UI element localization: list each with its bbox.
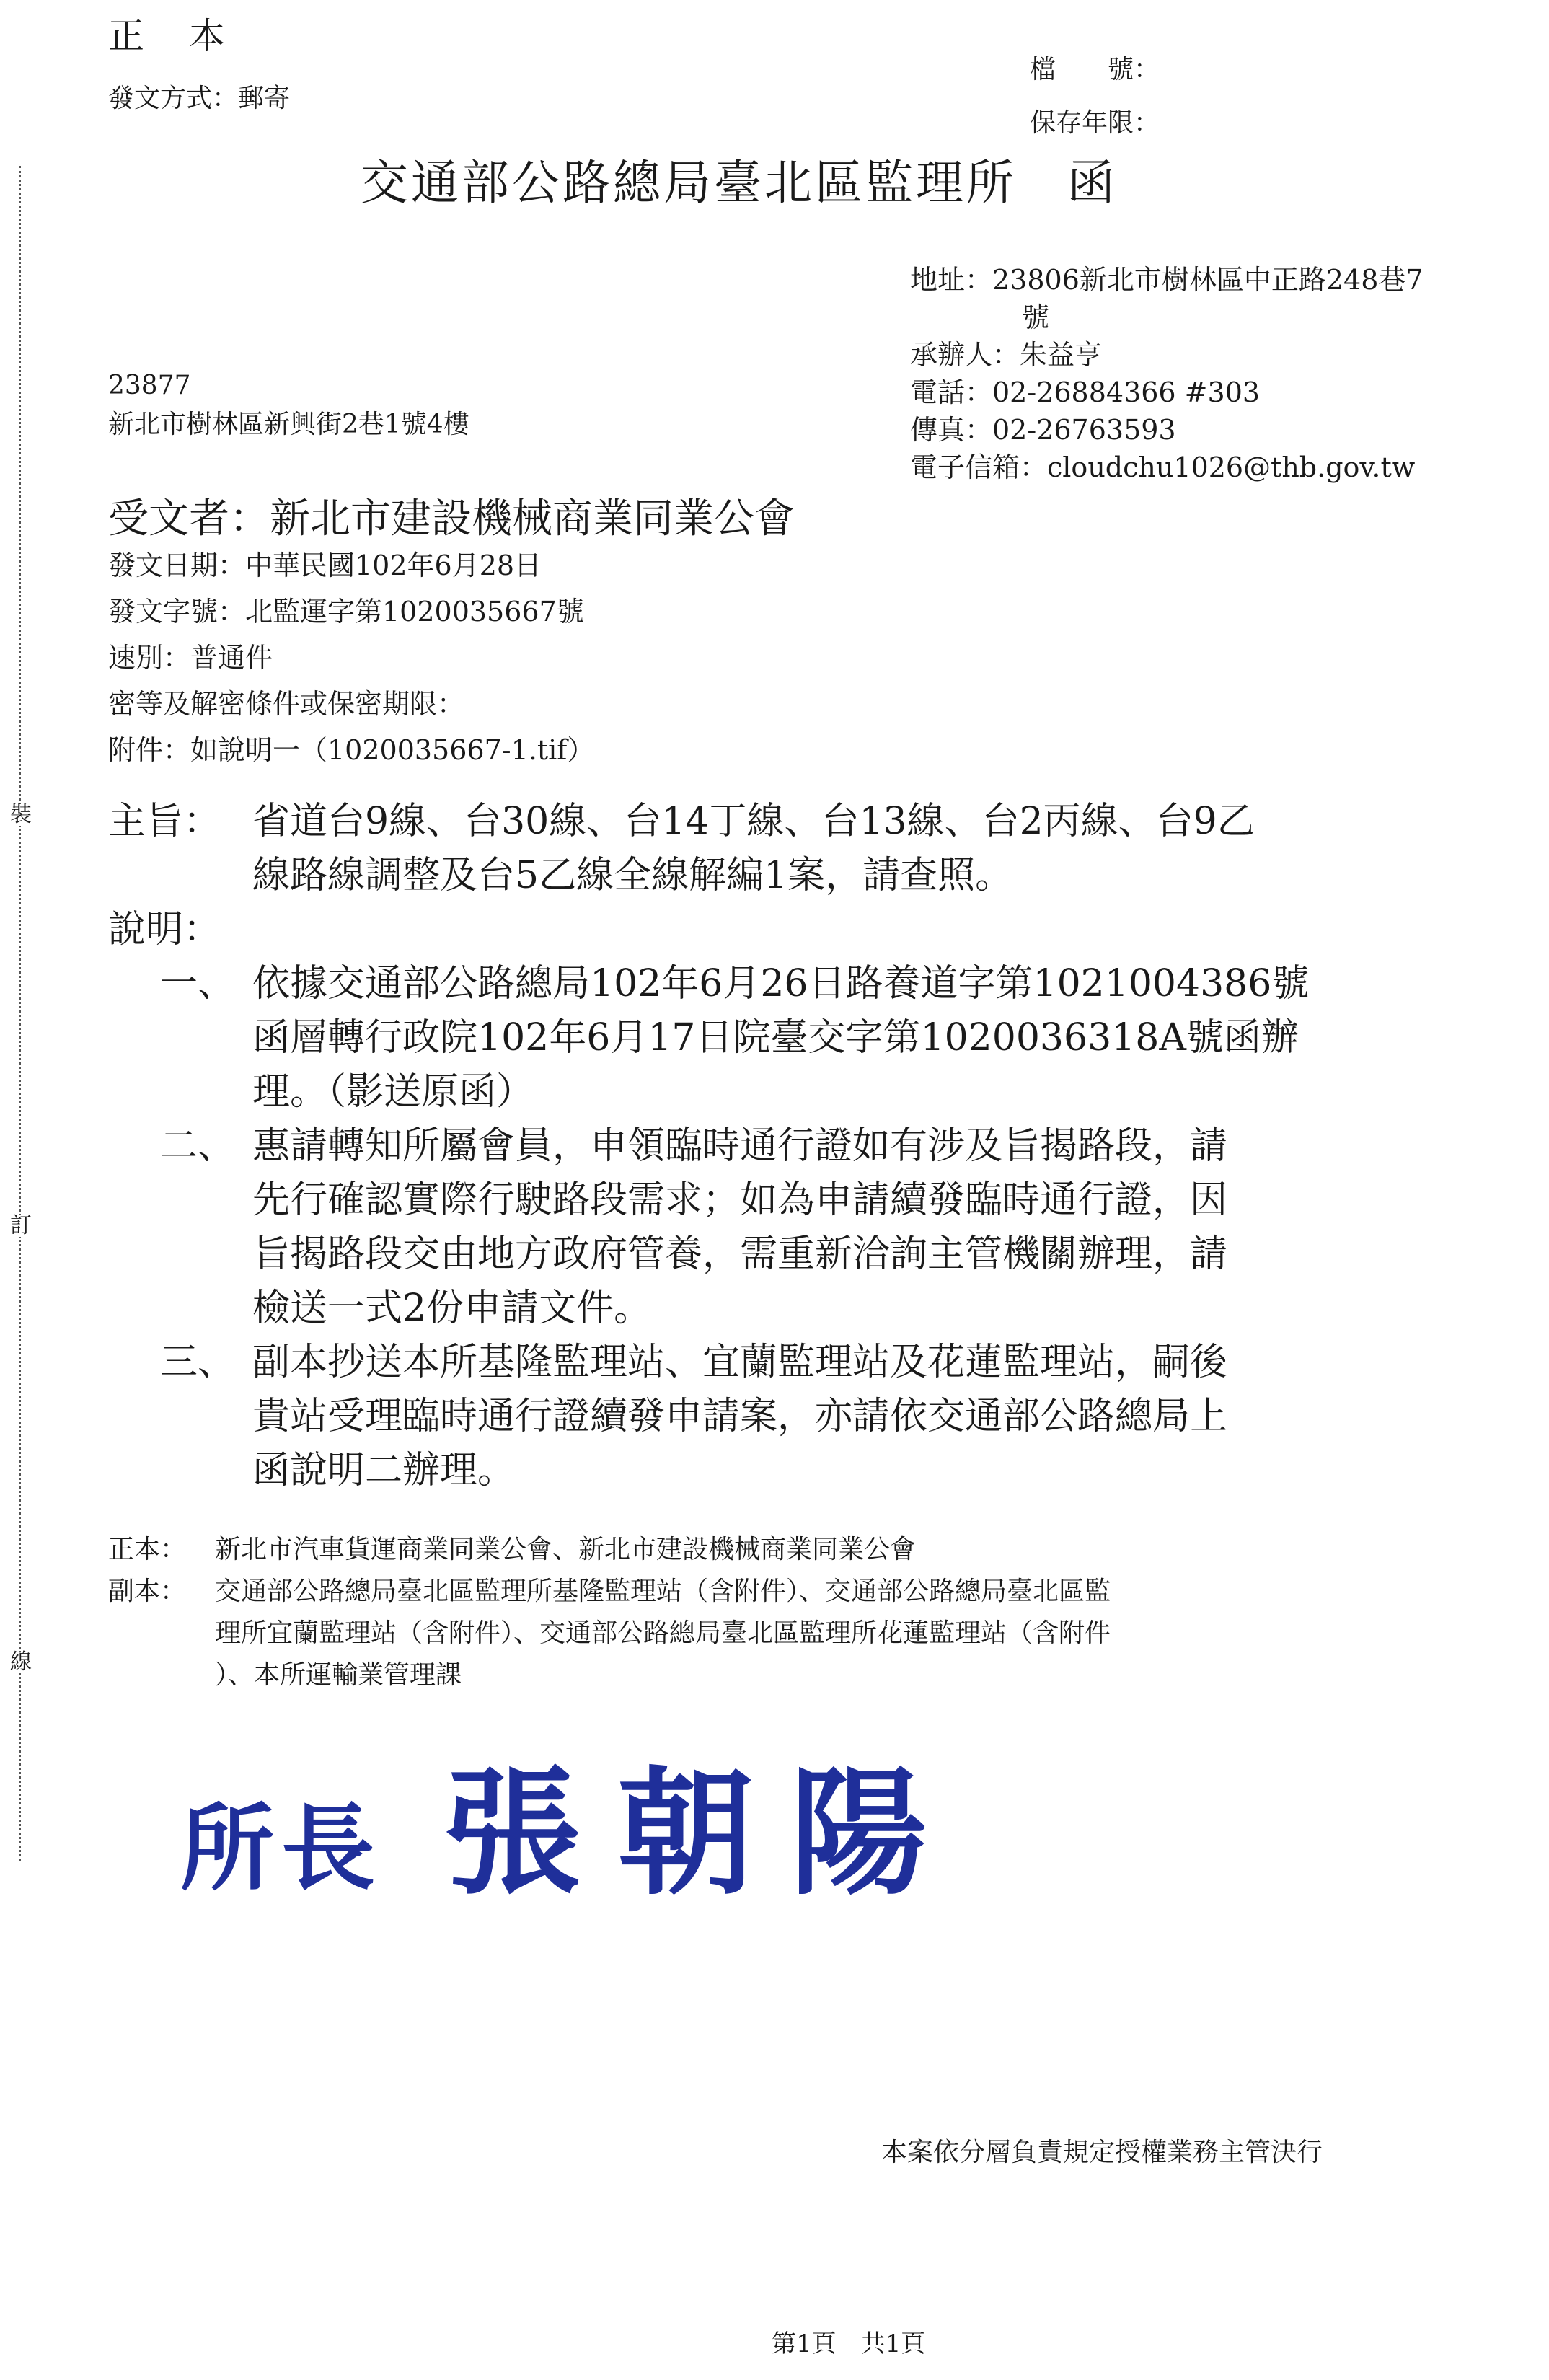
- recipient-postcode: 23877: [108, 371, 191, 400]
- sender-info: [910, 261, 1424, 486]
- sender-phone: 電話：02-26884366 #303: [910, 376, 1261, 408]
- binding-dotted-line: [19, 166, 21, 1861]
- explanation-item-3-number: 三、: [160, 1341, 236, 1384]
- issue-date: 發文日期：中華民國102年6月28日: [108, 550, 542, 581]
- director-signature: [180, 1724, 963, 1921]
- explanation-line: 檢送一式2份申請文件。: [252, 1287, 652, 1330]
- distribution-copy-line: 交通部公路總局臺北區監理所基隆監理站（含附件）、交通部公路總局臺北區監: [215, 1577, 1111, 1606]
- explanation-line: 函說明二辦理。: [252, 1449, 516, 1492]
- secrecy-level: 密等及解密條件或保密期限：: [108, 688, 465, 720]
- sender-fax: 傳真：02-26763593: [910, 414, 1176, 446]
- distribution-copy-line: 理所宜蘭監理站（含附件）、交通部公路總局臺北區監理所花蓮監理站（含附件: [215, 1618, 1111, 1648]
- distribution-copy-label: 副本：: [108, 1577, 187, 1606]
- explanation-item-2-number: 二、: [160, 1124, 236, 1168]
- delivery-speed: 速別：普通件: [108, 642, 273, 674]
- distribution-original-label: 正本：: [108, 1535, 187, 1564]
- explanation-line: 惠請轉知所屬會員，申領臨時通行證如有涉及旨揭路段，請: [252, 1124, 1228, 1168]
- file-number-label: 檔 號：: [1030, 55, 1160, 84]
- explanation-item-1: [252, 957, 1309, 1119]
- explanation-item-3: [252, 1336, 1227, 1498]
- document-meta: [108, 542, 594, 773]
- explanation-line: 旨揭路段交由地方政府管養，需重新洽詢主管機關辦理，請: [252, 1233, 1228, 1276]
- sender-handler: 承辦人：朱益亨: [910, 339, 1103, 371]
- copy-type: 正 本: [108, 15, 229, 57]
- issue-number: 發文字號：北監運字第1020035667號: [108, 596, 584, 627]
- distribution-copy: [215, 1571, 1111, 1696]
- explanation-line: 函層轉行政院102年6月17日院臺交字第1020036318A號函辦: [252, 1016, 1299, 1059]
- authorization-note: 本案依分層負責規定授權業務主管決行: [881, 2138, 1323, 2167]
- explanation-item-2: [252, 1119, 1227, 1336]
- explanation-line: 先行確認實際行駛路段需求；如為申請續發臨時通行證，因: [252, 1178, 1228, 1222]
- signature-title: 所長: [180, 1793, 383, 1903]
- recipient-address: [108, 366, 469, 444]
- binding-mark-zhuang: 裝: [10, 802, 32, 827]
- subject-text: [252, 795, 1255, 903]
- page-footer: 第1頁 共1頁: [772, 2330, 926, 2358]
- recipient: 受文者：新北市建設機械商業同業公會: [108, 495, 795, 542]
- explanation-line: 貴站受理臨時通行證續發申請案，亦請依交通部公路總局上: [252, 1395, 1228, 1438]
- sender-address-line2: 號: [1022, 301, 1050, 333]
- retention-label: 保存年限：: [1030, 108, 1160, 138]
- subject-line: 省道台9線、台30線、台14丁線、台13線、台2丙線、台9乙: [252, 800, 1255, 843]
- distribution-original: 新北市汽車貨運商業同業公會、新北市建設機械商業同業公會: [215, 1535, 917, 1564]
- subject-line: 線路線調整及台5乙線全線解編1案，請查照。: [252, 854, 1013, 897]
- explanation-line: 依據交通部公路總局102年6月26日路養道字第1021004386號: [252, 962, 1310, 1005]
- explanation-item-1-number: 一、: [160, 962, 236, 1005]
- explanation-label: 說明：: [108, 908, 221, 951]
- signature-name: 張朝陽: [443, 1753, 963, 1913]
- sender-email: 電子信箱：cloudchu1026@thb.gov.tw: [910, 451, 1416, 483]
- send-method: 發文方式：郵寄: [108, 84, 291, 113]
- document-title: 交通部公路總局臺北區監理所 函: [361, 155, 1118, 211]
- attachment-info: 附件：如說明一（1020035667-1.tif）: [108, 734, 595, 766]
- sender-address-line1: 地址：23806新北市樹林區中正路248巷7: [910, 264, 1424, 296]
- recipient-street: 新北市樹林區新興街2巷1號4樓: [108, 410, 469, 439]
- explanation-line: 副本抄送本所基隆監理站、宜蘭監理站及花蓮監理站，嗣後: [252, 1341, 1228, 1384]
- explanation-line: 理。（影送原函）: [252, 1070, 534, 1114]
- subject-label: 主旨：: [108, 800, 221, 843]
- distribution-copy-line: ）、本所運輸業管理課: [215, 1660, 462, 1690]
- binding-mark-ding: 訂: [10, 1213, 32, 1238]
- binding-mark-xian: 線: [10, 1649, 32, 1675]
